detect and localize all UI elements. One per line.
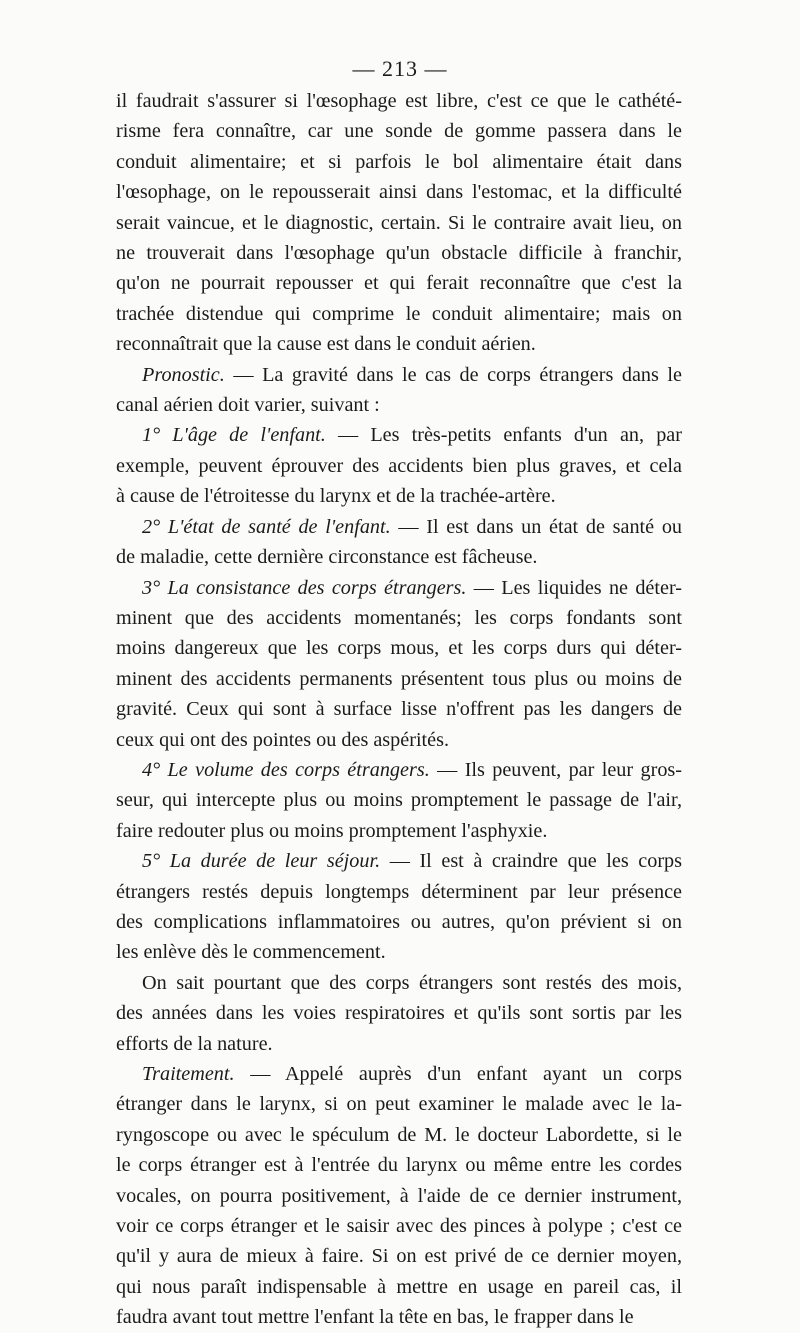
- paragraph: [116, 512, 682, 573]
- text-line: minent que des accidents momentanés; les corps fondants sont: [116, 606, 682, 629]
- section-heading: Pronostic.: [142, 363, 225, 386]
- text-line: On sait pourtant que des corps étrangers sont restés des mois,: [142, 971, 682, 994]
- paragraph: [116, 360, 682, 421]
- text-line: vocales, on pourra positivement, à l'aide de ce dernier instrument,: [116, 1184, 682, 1207]
- text-line: ceux qui ont des pointes ou des aspérités.: [116, 728, 450, 751]
- text-line: gravité. Ceux qui sont à surface lisse n'offrent pas les dangers de: [116, 698, 682, 721]
- text-line: minent des accidents permanents présentent tous plus ou moins de: [116, 667, 682, 690]
- paragraph: [116, 1059, 682, 1333]
- text-line: Traitement. — Appelé auprès d'un enfant ayant un corps: [142, 1063, 682, 1085]
- text-line: seur, qui intercepte plus ou moins promptement le passage de l'air,: [116, 789, 682, 812]
- section-heading: Traitement.: [142, 1063, 235, 1085]
- section-heading: 3° La consistance des corps étrangers.: [142, 576, 467, 599]
- text-line: étrangers restés depuis longtemps déterminent par leur présence: [116, 880, 682, 903]
- text-line: conduit alimentaire; et si parfois le bol alimentaire était dans: [116, 150, 682, 173]
- paragraph: [116, 846, 682, 968]
- text-line: le corps étranger est à l'entrée du larynx ou même entre les cordes: [116, 1154, 682, 1177]
- text-line: Pronostic. — La gravité dans le cas de corps étrangers dans le: [142, 363, 682, 386]
- paragraph: [116, 968, 682, 1059]
- text-line: qui nous paraît indispensable à mettre en usage en pareil cas, il: [116, 1275, 682, 1298]
- section-heading: 1° L'âge de l'enfant.: [142, 424, 326, 447]
- paragraph: [116, 420, 682, 511]
- text-line: qu'on ne pourrait repousser et qui ferait reconnaître que c'est la: [116, 272, 682, 295]
- section-heading: 4° Le volume des corps étrangers.: [142, 758, 430, 781]
- text-line: moins dangereux que les corps mous, et les corps durs qui déter-: [116, 637, 682, 660]
- text-line: 5° La durée de leur séjour. — Il est à craindre que les corps: [142, 850, 682, 873]
- text-line: qu'il y aura de mieux à faire. Si on est privé de ce dernier moyen,: [116, 1245, 682, 1268]
- text-line: 1° L'âge de l'enfant. — Les très-petits enfants d'un an, par: [142, 424, 682, 447]
- paragraph: [116, 755, 682, 846]
- text-line: des années dans les voies respiratoires et qu'ils sont sortis par les: [116, 1002, 682, 1025]
- paragraph: [116, 86, 682, 360]
- text-line: 2° L'état de santé de l'enfant. — Il est dans un état de santé ou: [142, 515, 683, 538]
- text-line: 3° La consistance des corps étrangers. — Les liquides ne déter-: [142, 576, 682, 599]
- text-line: faudra avant tout mettre l'enfant la tête en bas, le frapper dans le: [116, 1306, 634, 1329]
- text-line: il faudrait s'assurer si l'œsophage est libre, c'est ce que le cathété-: [116, 90, 682, 112]
- text-line: les enlève dès le commencement.: [116, 941, 386, 964]
- paragraph: [116, 573, 682, 755]
- text-line: 4° Le volume des corps étrangers. — Ils peuvent, par leur gros-: [142, 758, 682, 781]
- text-line: voir ce corps étranger et le saisir avec des pinces à polype ; c'est ce: [116, 1215, 682, 1238]
- text-line: exemple, peuvent éprouver des accidents bien plus graves, et cela: [116, 454, 682, 477]
- section-heading: 5° La durée de leur séjour.: [142, 850, 381, 873]
- text-line: serait vaincue, et le diagnostic, certain. Si le contraire avait lieu, on: [116, 211, 682, 234]
- page-number: — 213 —: [352, 56, 448, 81]
- text-line: à cause de l'étroitesse du larynx et de la trachée-artère.: [116, 485, 556, 508]
- text-line: reconnaîtrait que la cause est dans le conduit aérien.: [116, 333, 536, 356]
- text-line: trachée distendue qui comprime le conduit alimentaire; mais on: [116, 302, 682, 325]
- text-line: ryngoscope ou avec le spéculum de M. le docteur Labordette, si le: [116, 1123, 682, 1146]
- text-line: efforts de la nature.: [116, 1032, 273, 1055]
- text-line: risme fera connaître, car une sonde de gomme passera dans le: [116, 120, 682, 143]
- text-line: des complications inflammatoires ou autres, qu'on prévient si on: [116, 910, 682, 933]
- body-text: [116, 86, 682, 1333]
- text-line: l'œsophage, on le repousserait ainsi dans l'estomac, et la difficulté: [116, 181, 682, 204]
- text-line: étranger dans le larynx, si on peut examiner le malade avec le la-: [116, 1093, 682, 1116]
- text-line: de maladie, cette dernière circonstance est fâcheuse.: [116, 546, 538, 569]
- text-line: faire redouter plus ou moins promptement l'asphyxie.: [116, 819, 548, 842]
- section-heading: 2° L'état de santé de l'enfant.: [142, 515, 391, 538]
- text-line: canal aérien doit varier, suivant :: [116, 394, 380, 417]
- text-line: ne trouverait dans l'œsophage qu'un obstacle difficile à franchir,: [116, 242, 682, 265]
